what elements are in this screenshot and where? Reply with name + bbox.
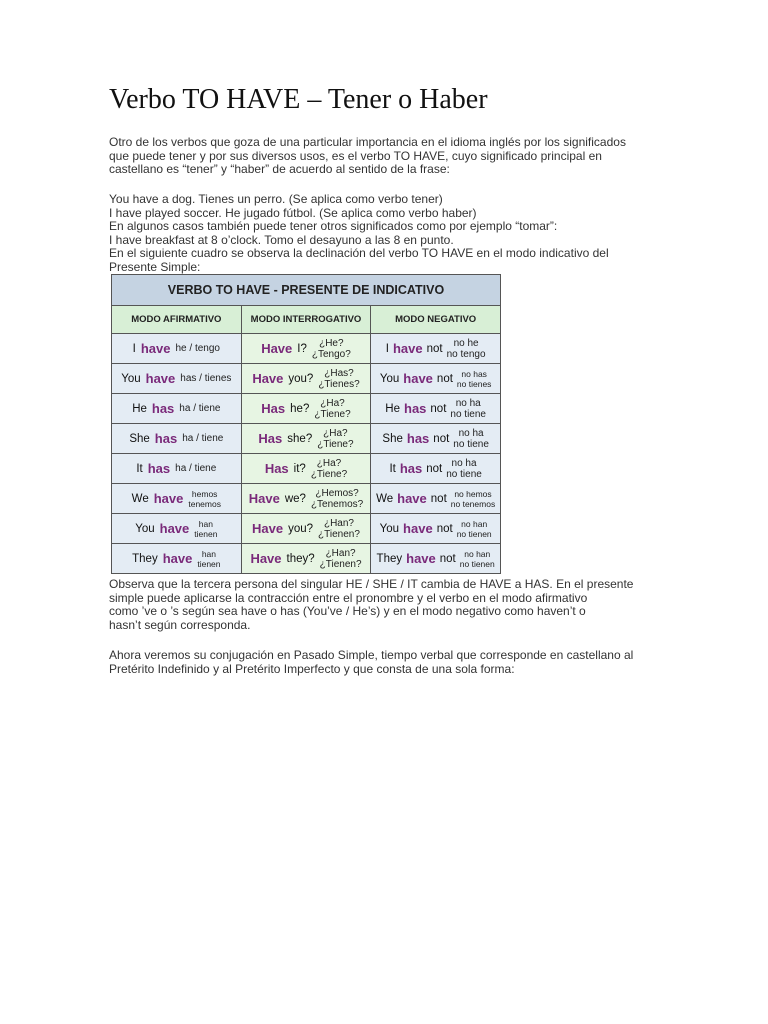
example-line: I have breakfast at 8 o’clock. Tomo el desayuno a las 8 en punto. — [109, 232, 454, 247]
translation-line: no hemos — [454, 488, 492, 499]
translation — [180, 373, 231, 384]
pronoun: They — [132, 552, 158, 565]
table-row — [112, 454, 501, 484]
translation-line: ¿Tiene? — [314, 408, 351, 420]
affirmative-content — [112, 544, 241, 573]
pronoun: She — [382, 432, 403, 445]
table-row — [112, 544, 501, 574]
pronoun: We — [376, 492, 394, 505]
table-row — [112, 394, 501, 424]
negation: not — [430, 402, 447, 415]
interrogative-content — [242, 394, 371, 423]
translation — [453, 428, 489, 450]
translation-line: ¿Has? — [324, 367, 354, 379]
pronoun: she? — [287, 432, 313, 445]
interrogative-cell — [241, 424, 371, 454]
translation-line: no ha — [451, 457, 477, 469]
pronoun: He — [385, 402, 400, 415]
translation-line: ¿Tiene? — [310, 468, 348, 480]
verb: have — [145, 371, 176, 386]
example-line: En algunos casos también puede tener otros significados como por ejemplo “tomar”: — [109, 219, 558, 233]
translation — [311, 458, 347, 480]
translation — [197, 549, 220, 569]
pronoun: He — [132, 402, 147, 415]
translation-line: no tengo — [446, 348, 486, 360]
negative-content — [371, 514, 500, 543]
translation-line: tenemos — [188, 498, 221, 509]
interrogative-content — [242, 454, 371, 483]
verb: Have — [250, 551, 282, 566]
verb: Have — [261, 341, 293, 356]
after-table-line: simple puede aplicarse la contracción entre el pronombre y el verbo en el modo afirmativo — [109, 590, 588, 605]
negation: not — [439, 552, 456, 565]
page-title: Verbo TO HAVE – Tener o Haber — [109, 84, 488, 115]
example-line: I have played soccer. He jugado fútbol. (Se aplica como verbo haber) — [109, 205, 477, 220]
affirmative-cell — [112, 514, 242, 544]
pronoun: they? — [286, 552, 315, 565]
affirmative-content — [112, 334, 241, 363]
translation-line: ha / tiene — [175, 463, 217, 474]
interrogative-cell — [241, 544, 371, 574]
table-row — [112, 364, 501, 394]
translation-line: no tiene — [446, 468, 482, 480]
negative-cell — [371, 484, 501, 514]
translation — [318, 368, 359, 390]
negative-cell — [371, 364, 501, 394]
translation-line: no tiene — [453, 438, 489, 450]
verb: has — [404, 401, 427, 416]
conjugation-table — [111, 274, 501, 574]
negative-content — [371, 424, 500, 453]
pronoun: it? — [293, 462, 306, 475]
after-table-line: como ’ve o ’s según sea have o has (You’ve / He’s) y en el modo negativo como haven’t o — [109, 604, 586, 618]
example-line: En el siguiente cuadro se observa la declinación del verbo TO HAVE en el modo indicativo del — [109, 246, 609, 260]
translation-line: no ha — [458, 427, 484, 439]
translation-line: han — [198, 518, 213, 529]
table-row — [112, 514, 501, 544]
translation — [320, 548, 362, 570]
translation — [317, 428, 353, 450]
verb: have — [403, 371, 433, 386]
interrogative-content — [242, 514, 371, 543]
example-line: Presente Simple: — [109, 259, 201, 274]
conjugation-table-wrapper — [111, 274, 501, 574]
pronoun: I? — [297, 342, 307, 355]
translation — [188, 489, 221, 509]
affirmative-content — [112, 364, 241, 393]
translation-line: no he — [453, 337, 479, 349]
translation-line: ¿Han? — [325, 547, 356, 559]
translation — [311, 488, 363, 510]
pronoun: you? — [288, 522, 314, 535]
intro-line: que puede tener y por sus diversos usos, es el verbo TO HAVE, cuyo significado principal en — [109, 148, 602, 163]
translation-line: no tiene — [450, 408, 486, 420]
verb: has — [147, 461, 171, 476]
translation-line: no tenemos — [450, 498, 496, 509]
translation-line: han — [201, 548, 217, 559]
translation-line: no han — [464, 548, 491, 559]
pronoun: It — [389, 462, 396, 475]
interrogative-cell — [241, 364, 371, 394]
verb: have — [403, 521, 433, 536]
affirmative-content — [112, 454, 241, 483]
negative-cell — [371, 424, 501, 454]
negation: not — [426, 462, 443, 475]
interrogative-cell — [241, 394, 371, 424]
negation: not — [436, 522, 453, 535]
verb: have — [140, 341, 171, 356]
affirmative-content — [112, 514, 241, 543]
translation-line: ¿Tienen? — [318, 528, 360, 540]
closing-line: Ahora veremos su conjugación en Pasado Simple, tiempo verbal que corresponde en castellano al — [109, 648, 634, 662]
translation-line: ¿Tiene? — [317, 438, 354, 450]
verb: Have — [252, 371, 284, 386]
translation — [457, 519, 492, 539]
pronoun: he? — [290, 402, 310, 415]
translation — [194, 519, 217, 539]
translation-line: ¿Han? — [323, 517, 354, 529]
verb: Have — [252, 521, 284, 536]
affirmative-content — [112, 484, 241, 513]
affirmative-cell — [112, 424, 242, 454]
affirmative-cell — [112, 454, 242, 484]
translation — [314, 398, 350, 420]
examples-paragraph — [109, 193, 669, 274]
translation-line: ¿Hemos? — [315, 487, 359, 499]
verb: have — [397, 491, 427, 506]
negative-content — [371, 454, 500, 483]
translation-line: no ha — [455, 397, 481, 409]
verb: has — [151, 401, 175, 416]
translation — [176, 343, 220, 354]
table-body — [112, 334, 501, 574]
verb: has — [399, 461, 423, 476]
translation — [175, 463, 216, 474]
pronoun: we? — [284, 492, 306, 505]
translation-line: no tienes — [456, 378, 492, 389]
translation-line: he / tengo — [175, 343, 220, 354]
header-affirmative: MODO AFIRMATIVO — [112, 306, 242, 334]
interrogative-cell — [241, 484, 371, 514]
translation — [179, 403, 220, 414]
translation-line: hemos — [191, 488, 218, 499]
pronoun: You — [379, 372, 400, 385]
translation-line: no tienen — [456, 528, 492, 539]
verb: Has — [264, 461, 289, 476]
translation-line: ¿Ha? — [323, 427, 348, 439]
pronoun: You — [379, 522, 400, 535]
table-row — [112, 424, 501, 454]
after-table-paragraph — [109, 578, 669, 632]
interrogative-cell — [241, 454, 371, 484]
pronoun: We — [131, 492, 149, 505]
negative-cell — [371, 514, 501, 544]
intro-line: castellano es “tener” y “haber” de acuerdo al sentido de la frase: — [109, 162, 450, 176]
translation — [447, 338, 486, 360]
translation-line: ha / tiene — [182, 433, 224, 444]
translation — [446, 458, 482, 480]
interrogative-content — [242, 544, 371, 573]
verb: Has — [258, 431, 283, 446]
affirmative-cell — [112, 334, 242, 364]
translation — [182, 433, 223, 444]
negative-content — [371, 364, 500, 393]
translation — [318, 518, 360, 540]
closing-paragraph — [109, 649, 669, 676]
translation-line: ¿Tengo? — [311, 348, 351, 360]
negation: not — [430, 492, 447, 505]
interrogative-content — [242, 424, 371, 453]
negative-content — [371, 394, 500, 423]
negative-cell — [371, 334, 501, 364]
negative-content — [371, 484, 500, 513]
pronoun: She — [129, 432, 150, 445]
translation-line: tienen — [194, 528, 218, 539]
pronoun: I — [385, 342, 389, 355]
verb: have — [159, 521, 190, 536]
negative-cell — [371, 544, 501, 574]
interrogative-content — [242, 484, 371, 513]
translation-line: tienen — [197, 558, 221, 569]
negative-cell — [371, 454, 501, 484]
translation-line: ¿Ha? — [316, 457, 342, 469]
negation: not — [426, 342, 443, 355]
translation — [312, 338, 351, 360]
interrogative-cell — [241, 514, 371, 544]
verb: have — [153, 491, 184, 506]
negation: not — [433, 432, 450, 445]
affirmative-content — [112, 424, 241, 453]
affirmative-cell — [112, 364, 242, 394]
pronoun: You — [135, 522, 155, 535]
verb: has — [154, 431, 178, 446]
interrogative-cell — [241, 334, 371, 364]
translation-line: ¿Tienes? — [318, 378, 360, 390]
pronoun: I — [132, 342, 136, 355]
negative-content — [371, 334, 500, 363]
translation-line: ¿He? — [319, 337, 344, 349]
header-interrogative: MODO INTERROGATIVO — [241, 306, 371, 334]
affirmative-content — [112, 394, 241, 423]
pronoun: They — [376, 552, 403, 565]
negative-cell — [371, 394, 501, 424]
verb: have — [162, 551, 193, 566]
verb: has — [406, 431, 430, 446]
pronoun: It — [136, 462, 143, 475]
affirmative-cell — [112, 394, 242, 424]
after-table-line: Observa que la tercera persona del singular HE / SHE / IT cambia de HAVE a HAS. En el presente — [109, 577, 634, 591]
negation: not — [436, 372, 453, 385]
closing-line: Pretérito Indefinido y al Pretérito Imperfecto y que consta de una sola forma: — [109, 661, 515, 676]
verb: have — [406, 551, 436, 566]
verb: Has — [261, 401, 286, 416]
translation — [460, 549, 495, 569]
intro-paragraph — [109, 136, 669, 177]
table-title: VERBO TO HAVE - PRESENTE DE INDICATIVO — [112, 275, 501, 306]
intro-line: Otro de los verbos que goza de una particular importancia en el idioma inglés por los significados — [109, 135, 626, 149]
table-row — [112, 484, 501, 514]
header-negative: MODO NEGATIVO — [371, 306, 501, 334]
translation — [450, 398, 486, 420]
table-row — [112, 334, 501, 364]
negative-content — [371, 544, 500, 573]
translation-line: ¿Ha? — [320, 397, 345, 409]
example-line: You have a dog. Tienes un perro. (Se aplica como verbo tener) — [109, 192, 443, 206]
translation-line: ¿Tenemos? — [310, 498, 364, 510]
affirmative-cell — [112, 484, 242, 514]
translation-line: no has — [461, 368, 487, 379]
verb: Have — [248, 491, 280, 506]
translation — [457, 369, 492, 389]
translation-line: no tienen — [459, 558, 495, 569]
affirmative-cell — [112, 544, 242, 574]
translation — [451, 489, 495, 509]
translation-line: ¿Tienen? — [319, 558, 362, 570]
translation-line: no han — [461, 518, 488, 529]
translation-line: ha / tiene — [179, 403, 221, 414]
pronoun: you? — [288, 372, 314, 385]
verb: have — [392, 341, 423, 356]
interrogative-content — [242, 334, 371, 363]
pronoun: You — [121, 372, 141, 385]
interrogative-content — [242, 364, 371, 393]
after-table-line: hasn’t según corresponda. — [109, 617, 251, 632]
translation-line: has / tienes — [180, 373, 232, 384]
